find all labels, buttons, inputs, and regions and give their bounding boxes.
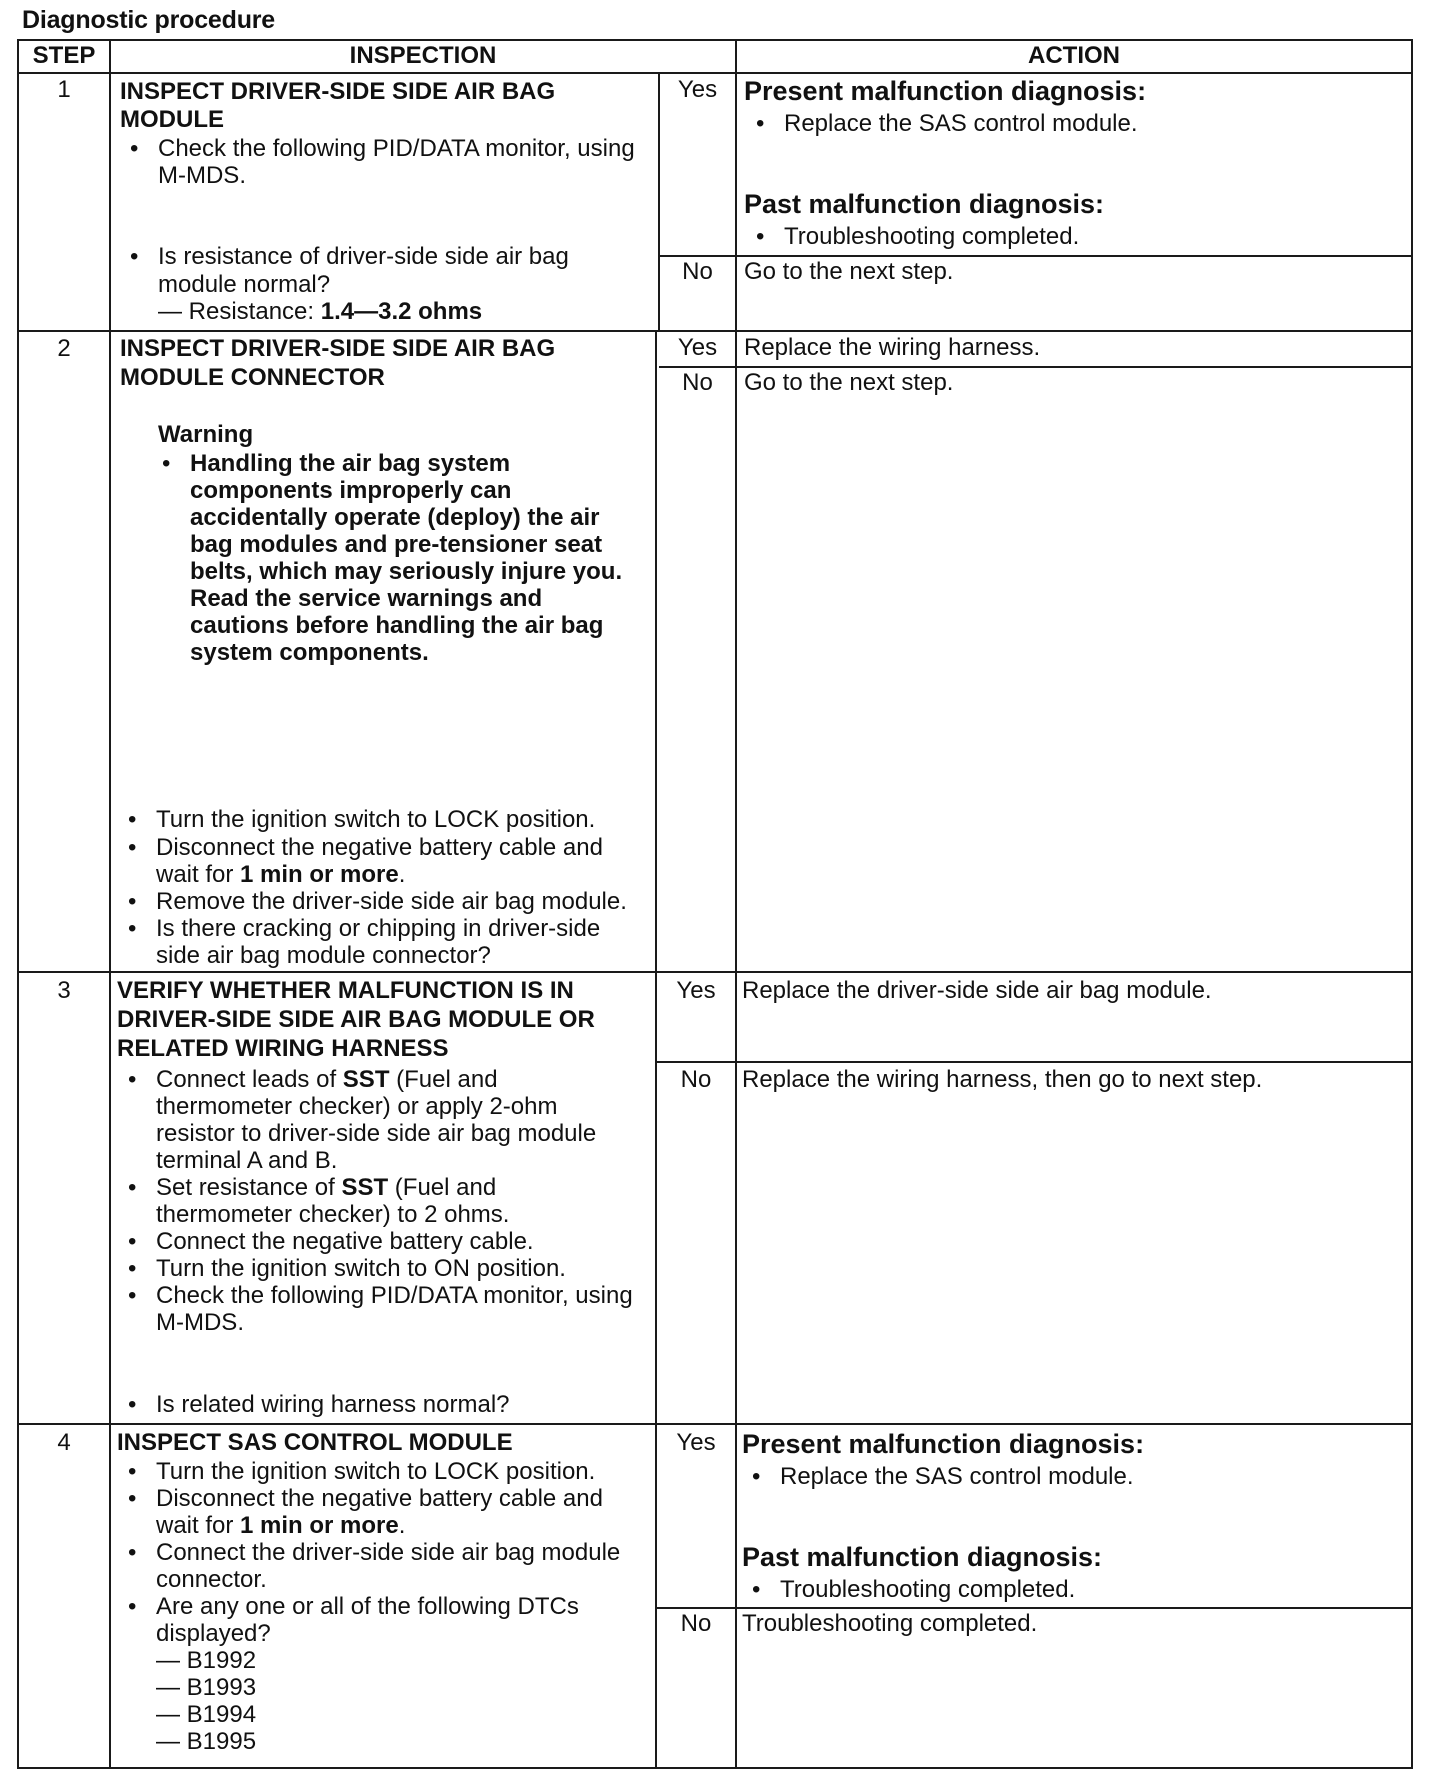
bullet-item (156, 1174, 496, 1201)
answer-yes: Yes (677, 76, 718, 103)
sst-label: SST (341, 1174, 389, 1201)
wait-duration: 1 min or more (240, 861, 399, 888)
header-step: STEP (32, 42, 96, 69)
bullet-continuation: displayed? (156, 1620, 271, 1647)
bullet-continuation: module normal? (158, 271, 331, 298)
wait-duration: 1 min or more (240, 1512, 399, 1539)
wait-suffix: . (398, 861, 406, 888)
bullet-item (156, 1066, 498, 1093)
bullet-item: • Check the following PID/DATA monitor, using (158, 135, 635, 162)
dtc-code: — B1992 (156, 1647, 257, 1674)
step-title: RELATED WIRING HARNESS (117, 1035, 449, 1062)
answer-no: No (680, 1610, 712, 1637)
bullet-item: • Is related wiring harness normal? (156, 1391, 510, 1418)
header-inspection: INSPECTION (349, 42, 497, 69)
action-no: Go to the next step. (744, 258, 954, 285)
step-number: 3 (57, 977, 71, 1004)
header-action: ACTION (1028, 42, 1120, 69)
bullet-item: • Is there cracking or chipping in driver-side (156, 915, 600, 942)
wait-time (156, 861, 405, 888)
step-number: 4 (57, 1429, 71, 1456)
action-bullet: • Troubleshooting completed. (784, 223, 1079, 250)
step-number: 1 (57, 76, 71, 103)
present-malfunction-title: Present malfunction diagnosis: (744, 76, 1147, 106)
bullet-continuation: M-MDS. (156, 1309, 244, 1336)
bullet-item: • Check the following PID/DATA monitor, using (156, 1282, 633, 1309)
resistance-spec (158, 298, 482, 325)
bullet-continuation: terminal A and B. (156, 1147, 338, 1174)
action-bullet: • Replace the SAS control module. (784, 110, 1138, 137)
answer-yes: Yes (677, 334, 718, 361)
connect-suffix: (Fuel and (389, 1066, 498, 1093)
connect-prefix: Connect leads of (156, 1066, 343, 1093)
warning-text: components improperly can (190, 477, 512, 504)
bullet-item: • Are any one or all of the following DTCs (156, 1593, 579, 1620)
step-title: INSPECT SAS CONTROL MODULE (117, 1429, 513, 1456)
bullet-continuation: thermometer checker) or apply 2-ohm (156, 1093, 558, 1120)
set-prefix: Set resistance of (156, 1174, 342, 1201)
answer-yes: Yes (676, 1429, 716, 1456)
bullet-continuation: M-MDS. (158, 162, 246, 189)
warning-text: bag modules and pre-tensioner seat (190, 531, 603, 558)
step-title: DRIVER-SIDE SIDE AIR BAG MODULE OR (117, 1006, 595, 1033)
bullet-item: • Disconnect the negative battery cable and (156, 834, 603, 861)
bullet-item: • Turn the ignition switch to ON position. (156, 1255, 566, 1282)
wait-suffix: . (398, 1512, 406, 1539)
past-malfunction-title: Past malfunction diagnosis: (742, 1542, 1103, 1572)
wait-time (156, 1512, 405, 1539)
bullet-item: • Remove the driver-side side air bag module. (156, 888, 627, 915)
warning-text: Read the service warnings and (190, 585, 543, 612)
dtc-code: — B1995 (156, 1728, 257, 1755)
action-yes: Replace the driver-side side air bag module. (742, 977, 1212, 1004)
step-title: MODULE CONNECTOR (120, 364, 385, 391)
set-suffix: (Fuel and (388, 1174, 497, 1201)
warning-text: accidentally operate (deploy) the air (190, 504, 600, 531)
bullet-item: • Connect the negative battery cable. (156, 1228, 534, 1255)
bullet-continuation: resistor to driver-side side air bag module (156, 1120, 597, 1147)
answer-no: No (680, 1066, 712, 1093)
step-number: 2 (57, 335, 71, 362)
bullet-item: • Turn the ignition switch to LOCK position. (156, 806, 595, 833)
wait-prefix: wait for (156, 861, 241, 888)
present-malfunction-title: Present malfunction diagnosis: (742, 1429, 1145, 1459)
warning-text: belts, which may seriously injure you. (190, 558, 623, 585)
answer-yes: Yes (676, 977, 716, 1004)
dtc-code: — B1993 (156, 1674, 257, 1701)
step-title: VERIFY WHETHER MALFUNCTION IS IN (117, 977, 574, 1004)
warning-text: cautions before handling the air bag (190, 612, 604, 639)
warning-title: Warning (158, 421, 254, 448)
dtc-code: — B1994 (156, 1701, 257, 1728)
past-malfunction-title: Past malfunction diagnosis: (744, 189, 1105, 219)
action-bullet: • Replace the SAS control module. (780, 1463, 1134, 1490)
answer-no: No (682, 369, 713, 396)
action-yes: Replace the wiring harness. (744, 334, 1041, 361)
answer-no: No (682, 258, 713, 285)
action-no: Go to the next step. (744, 369, 954, 396)
bullet-item: • Turn the ignition switch to LOCK position. (156, 1458, 595, 1485)
bullet-continuation: side air bag module connector? (156, 942, 491, 969)
page-title: Diagnostic procedure (22, 6, 275, 34)
step-title: INSPECT DRIVER-SIDE SIDE AIR BAG (120, 335, 556, 362)
bullet-item: • Connect the driver-side side air bag module (156, 1539, 620, 1566)
bullet-item: • Disconnect the negative battery cable and (156, 1485, 603, 1512)
action-no: Replace the wiring harness, then go to next step. (742, 1066, 1263, 1093)
step-title: MODULE (120, 106, 224, 133)
resistance-value: 1.4—3.2 ohms (320, 298, 483, 325)
warning-text: • Handling the air bag system (190, 450, 510, 477)
bullet-continuation: connector. (156, 1566, 267, 1593)
resistance-label: — Resistance: (158, 298, 321, 325)
step-title: INSPECT DRIVER-SIDE SIDE AIR BAG (120, 78, 556, 105)
sst-label: SST (342, 1066, 390, 1093)
wait-prefix: wait for (156, 1512, 241, 1539)
action-bullet: • Troubleshooting completed. (780, 1576, 1075, 1603)
bullet-item: • Is resistance of driver-side side air bag (158, 243, 569, 270)
action-no: Troubleshooting completed. (742, 1610, 1038, 1637)
warning-text: system components. (190, 639, 429, 666)
bullet-continuation: thermometer checker) to 2 ohms. (156, 1201, 510, 1228)
